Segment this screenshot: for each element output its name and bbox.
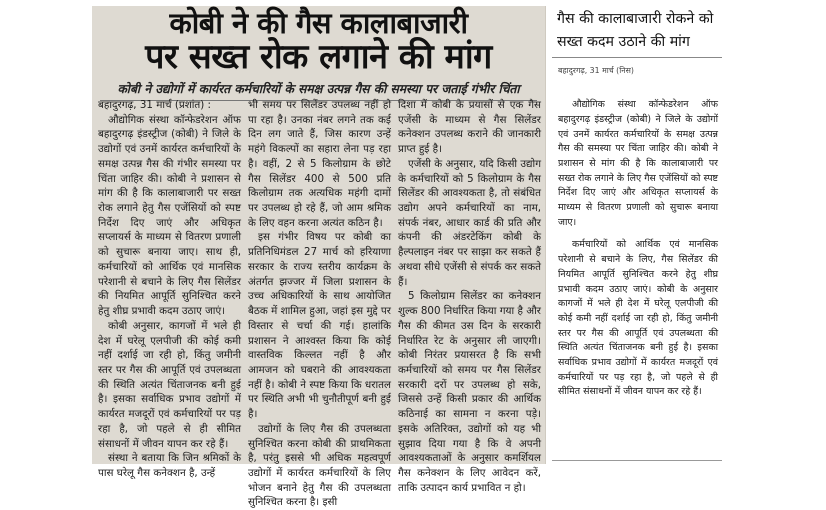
transcript-dateline: बहादुरगढ़, 31 मार्च (निस) <box>558 66 634 76</box>
headline-line-2: पर सख्त रोक लगाने की मांग <box>145 37 492 78</box>
article-transcript <box>552 8 722 464</box>
article-column-2 <box>248 98 391 509</box>
article-columns <box>98 98 541 509</box>
paragraph: एजेंसी के अनुसार, यदि किसी उद्योग के कर्मचारियों को 5 किलोग्राम के गैस सिलेंडर की आवश्यकता है, तो संबंधित उद्योग अपने कर्मचारियों का नाम, संपर्क नंबर, आधार कार्ड की प्रति और कंपनी की अंडरटेकिंग कोबी के हैल्पलाइन नंबर पर साझा कर सकते हैं अथवा सीधे एजेंसी से संपर्क कर सकते हैं। <box>398 157 541 288</box>
transcript-title: गैस की कालाबाजारी रोकने को सख्त कदम उठाने की मांग <box>552 8 722 58</box>
paragraph: 5 किलोग्राम सिलेंडर का कनेक्शन शुल्क 800 निर्धारित किया गया है और गैस की कीमत उस दिन के सरकारी निर्धारित रेट के अनुसार ली जाएगी। कोबी निरंतर प्रयासरत है कि सभी कर्मचारियों को समय पर गैस सिलेंडर सरकारी दरों पर उपलब्ध हो सके, जिससे उन्हें किसी प्रकार की आर्थिक कठिनाई का सामना न करना पड़े। इसके अतिरिक्त, उद्योगों को यह भी सुझाव दिया गया है कि वे अपनी आवश्यकताओं के अनुसार कमर्शियल गैस कनेक्शन के लिए आवेदन करें, ताकि उत्पादन कार्य प्रभावित न हो। <box>398 290 541 494</box>
paragraph: कोबी अनुसार, कागजों में भले ही देश में घरेलू एलपीजी की कोई कमी नहीं दर्शाई जा रही हो, किंतु जमीनी स्तर पर गैस की आपूर्ति एवं उपलब्धता की स्थिति अत्यंत चिंताजनक बनी हुई है। इसका सर्वाधिक प्रभाव उद्योगों में कार्यरत मजदूरों एवं कर्मचारियों पर पड़ रहा है, जो पहले से ही सीमित संसाधनों में जीवन यापन कर रहे हैं। <box>98 319 241 450</box>
headline-line-1: कोबी ने की गैस कालाबाजारी <box>169 6 468 40</box>
paragraph: उद्योगों के लिए गैस की उपलब्धता सुनिश्चित करना कोबी की प्राथमिकता है, परंतु इससे भी अधिक महत्वपूर्ण उद्योगों में कार्यरत कर्मचारियों के लिए भोजन बनाने हेतु गैस की उपलब्धता सुनिश्चित करना है। इसी <box>248 422 391 509</box>
paragraph: कर्मचारियों को आर्थिक एवं मानसिक परेशानी से बचाने के लिए, गैस सिलेंडर की नियमित आपूर्ति सुनिश्चित करने हेतु शीघ्र प्रभावी कदम उठाए जाएं। कोबी के अनुसार कागजों में भले ही देश में घरेलू एलपीजी की कोई कमी नहीं दर्शाई जा रही हो, किंतु जमीनी स्तर पर गैस की आपूर्ति एवं उपलब्धता की स्थिति अत्यंत चिंताजनक बनी हुई है। इसका सर्वाधिक प्रभाव उद्योगों में कार्यरत मजदूरों एवं कर्मचारियों पर पड़ रहा है, जो पहले से ही सीमित संसाधनों में जीवन यापन कर रहे हैं। <box>558 239 718 398</box>
paragraph: औद्योगिक संस्था कॉन्फेडरेशन ऑफ बहादुरगढ़ इंडस्ट्रीज (कोबी) ने जिले के उद्योगों एवं उनमें कार्यरत कर्मचारियों के समक्ष उत्पन्न गैस की समस्या पर चिंता जाहिर की। कोबी ने प्रशासन से मांग की है कि कालाबाजारी पर सख्त रोक लगाने के लिए गैस एजेंसियों को स्पष्ट निर्देश दिए जाएं और अधिकृत सप्लायर्स के माध्यम से वितरण प्रणाली को सुचारू बनाया जाए। <box>558 99 718 228</box>
paragraph: संस्था ने बताया कि जिन श्रमिकों के पास घरेलू गैस कनेक्शन है, उन्हें <box>98 452 241 479</box>
transcript-body <box>552 98 722 399</box>
newspaper-clipping <box>92 6 546 509</box>
paragraph: इस गंभीर विषय पर कोबी का प्रतिनिधिमंडल 27 मार्च को हरियाणा सरकार के राज्य स्तरीय कार्यक्रम के अंतर्गत झज्जर में जिला प्रशासन के उच्च अधिकारियों के साथ आयोजित बैठक में शामिल हुआ, जहां इस मुद्दे पर विस्तार से चर्चा की गई। हालांकि प्रशासन ने आश्वस्त किया कि कोई वास्तविक किल्लत नहीं है और आमजन को घबराने की आवश्यकता नहीं है। कोबी ने स्पष्ट किया कि धरातल पर स्थिति अभी भी चुनौतीपूर्ण बनी हुई है। <box>248 231 391 421</box>
paragraph: दिशा में कोबी के प्रयासों से एक गैस एजेंसी के माध्यम से गैस सिलेंडर कनेक्शन उपलब्ध कराने की जानकारी प्राप्त हुई है। <box>398 99 541 156</box>
sub-headline: कोबी ने उद्योगों में कार्यरत कर्मचारियों के समक्ष उत्पन्न गैस की समस्या पर जताई गंभीर चिंता <box>100 80 537 101</box>
paragraph: भी समय पर सिलेंडर उपलब्ध नहीं हो पा रहा है। उनका नंबर लगने तक कई दिन लग जाते हैं, जिस कारण उन्हें महंगे विकल्पों का सहारा लेना पड़ रहा है। वहीं, 2 से 5 किलोग्राम के छोटे गैस सिलेंडर 400 से 500 प्रति किलोग्राम तक अत्यधिक महंगी दामों पर उपलब्ध हो रहे हैं, जो आम श्रमिक के लिए वहन करना अत्यंत कठिन है। <box>248 99 391 229</box>
article-column-1 <box>98 98 241 479</box>
paragraph: औद्योगिक संस्था कॉन्फेडरेशन ऑफ बहादुरगढ़ इंडस्ट्रीज (कोबी) ने जिले के उद्योगों एवं उनमें कार्यरत कर्मचारियों के समक्ष उत्पन्न गैस की गंभीर समस्या पर चिंता जाहिर की। कोबी ने प्रशासन से मांग की है कि कालाबाजारी पर सख्त रोक लगाने हेतु गैस एजेंसियों को स्पष्ट निर्देश दिए जाएं और अधिकृत सप्लायर्स के माध्यम से वितरण प्रणाली को सुचारू बनाया जाए। साथ ही, कर्मचारियों को आर्थिक एवं मानसिक परेशानी से बचाने के लिए गैस सिलेंडर की नियमित आपूर्ति सुनिश्चित करने हेतु शीघ्र प्रभावी कदम उठाए जाएं। <box>98 113 241 318</box>
article-column-3 <box>398 98 541 494</box>
divider <box>552 460 722 461</box>
dateline: बहादुरगढ़, 31 मार्च (प्रशांत) : <box>98 99 212 111</box>
